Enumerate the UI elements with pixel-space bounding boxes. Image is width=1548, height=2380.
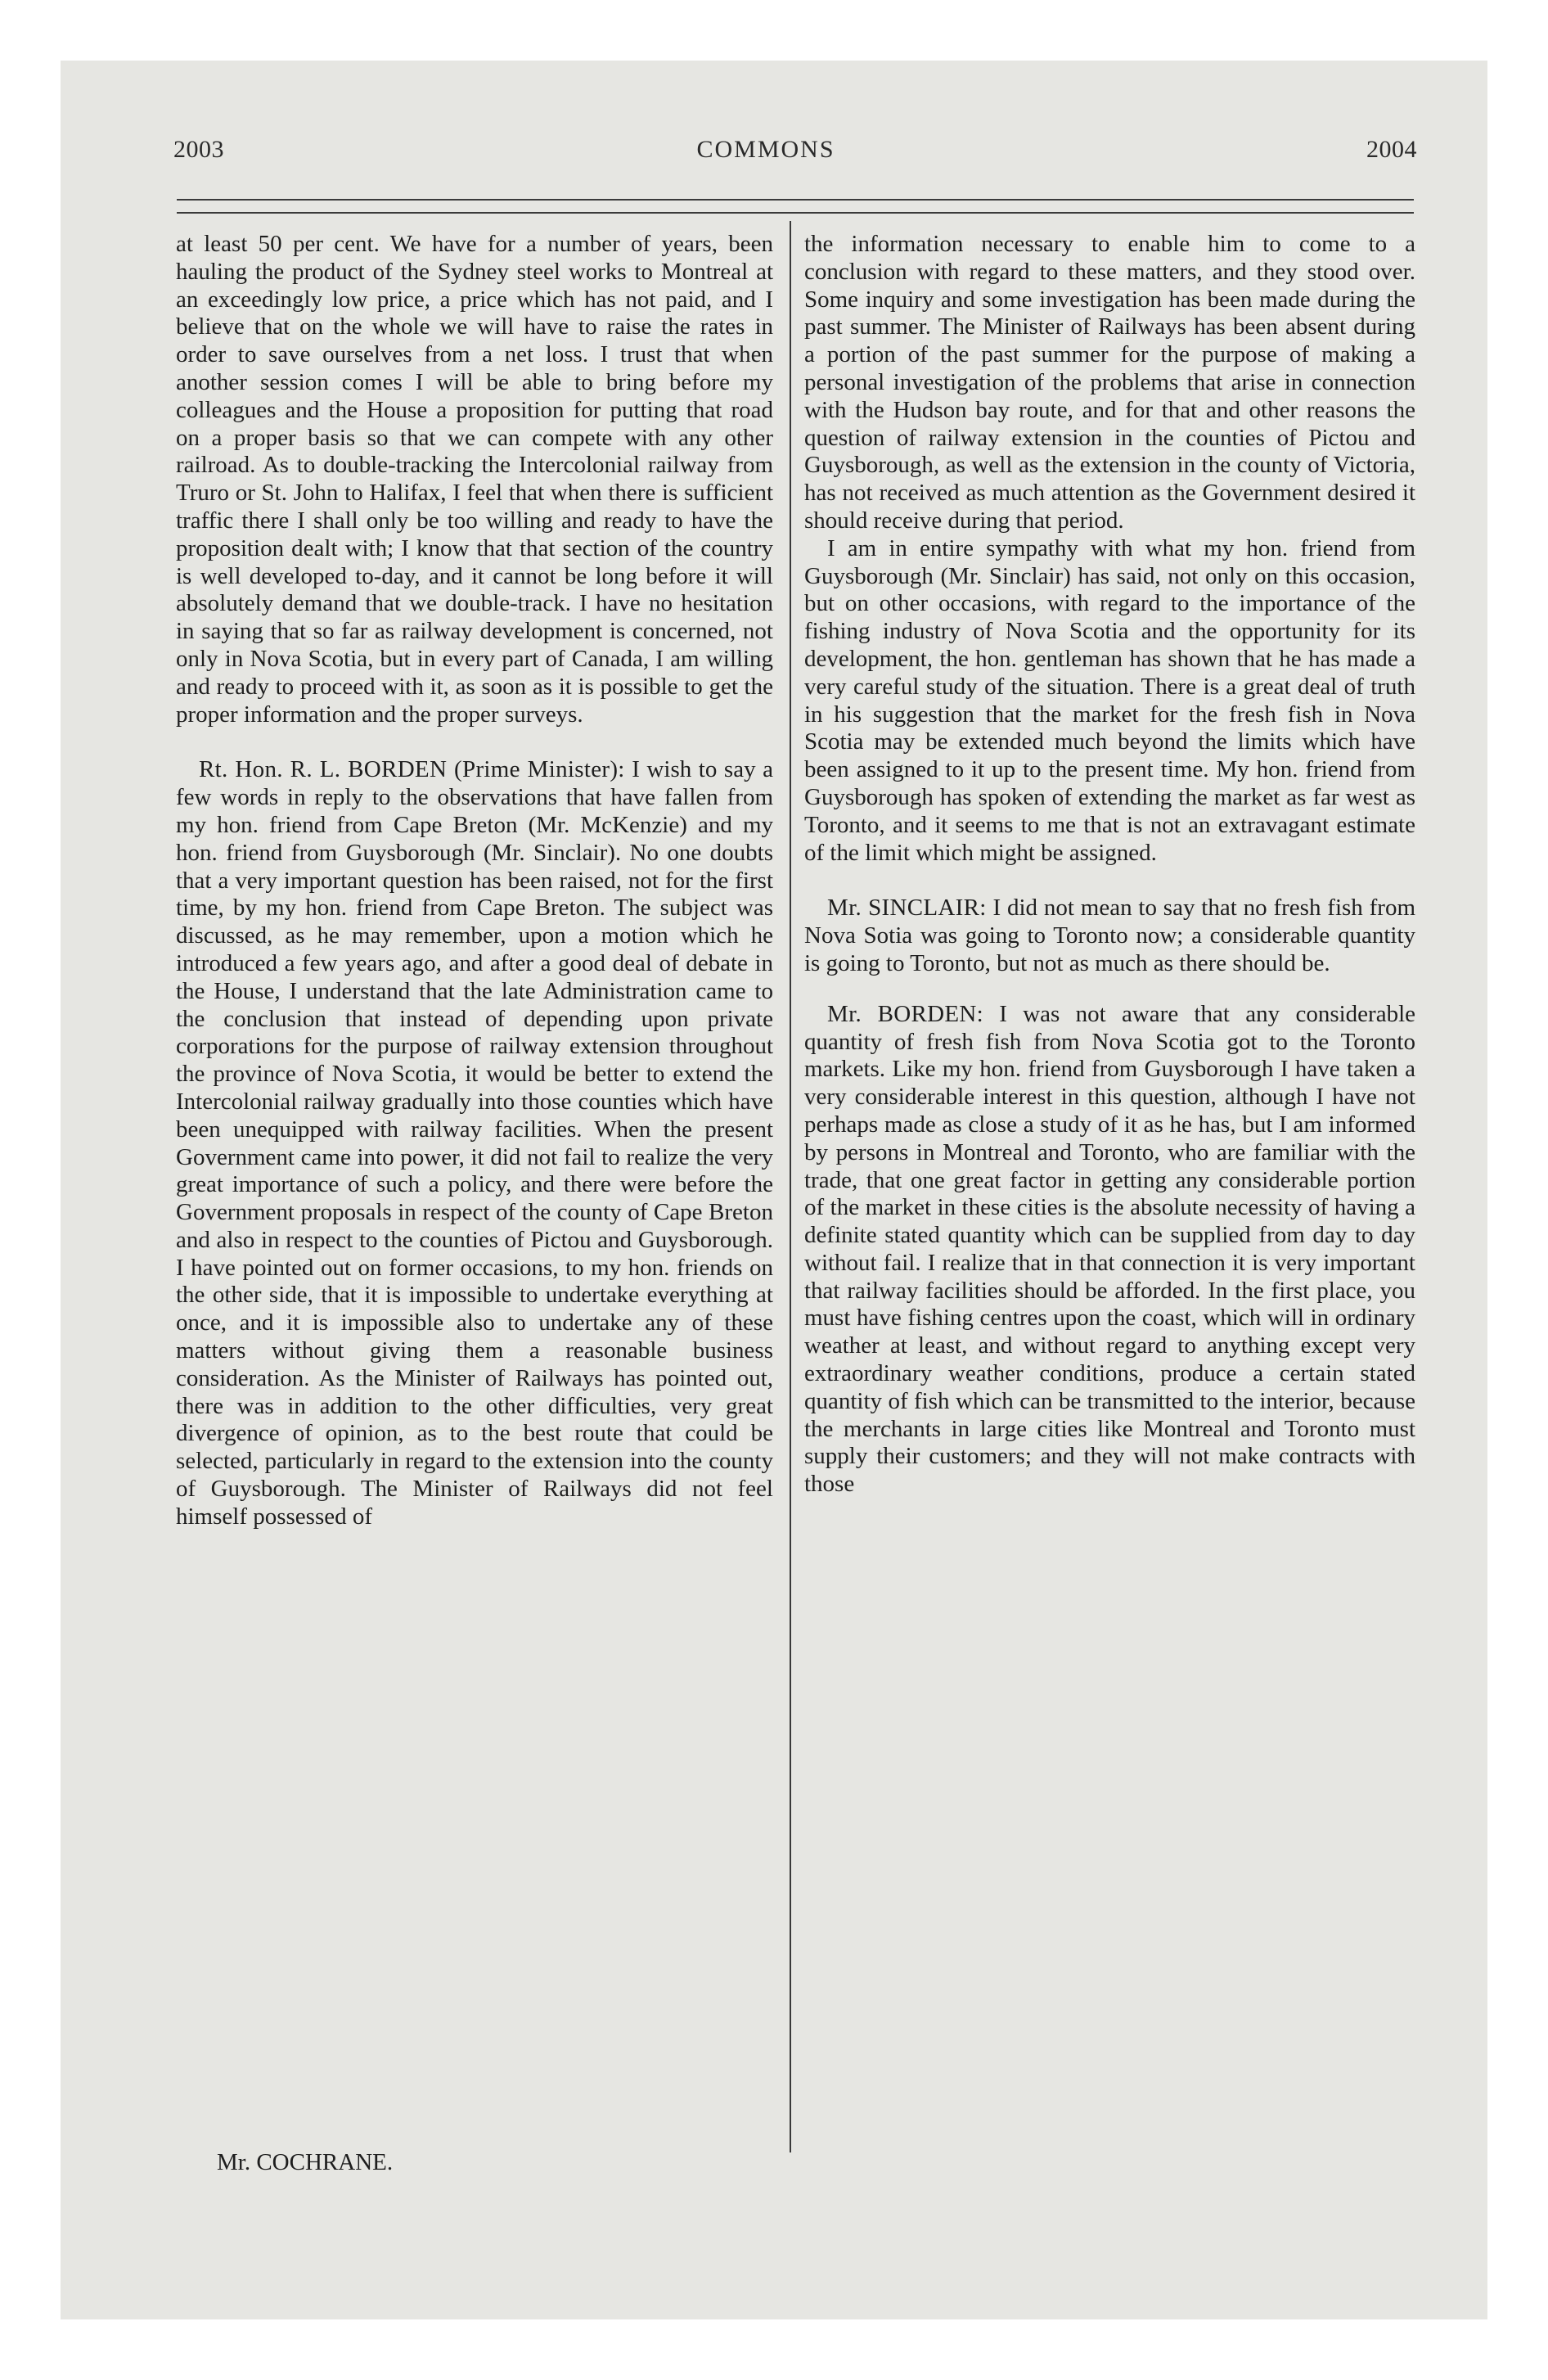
left-paragraph-1: at least 50 per cent. We have for a number of years, been hauling the product of the Sydney steel works to Montreal at an exceedingly low price, a price which has not paid, and I believe that on the whole we will have to raise the rates in order to save ourselves from a net loss. I trust that when another session comes I will be able to bring before my colleagues and the House a proposition for putting that road on a proper basis so that we can compete with any other railroad. As to double-tracking the Intercolonial railway from Truro or St. John to Halifax, I feel that when there is sufficient traffic there I shall only be too willing and ready to have the proposition dealt with; I know that that section of the country is well developed to-day, and it cannot be long before it will absolutely demand that we double-track. I have no hesitation in saying that so far as railway development is concerned, not only in Nova Scotia, but in every part of Canada, I am willing and ready to proceed with it, as soon as it is possible to get the proper information and the proper surveys. [176, 231, 773, 728]
paragraph-gap [176, 728, 773, 756]
header-rule-bottom [177, 212, 1414, 214]
header-rule-top [177, 199, 1414, 201]
speech-text: I wish to say a few words in reply to the observations that have fallen from my hon. friend from Cape Breton (Mr. McKenzie) and my hon. friend from Guysborough (Mr. Sinclair). No one doubts that a very important question has been raised, not for the first time, by my hon. friend from Cape Breton. The subject was discussed, as he may remember, upon a motion which he introduced a few years ago, and after a good deal of debate in the House, I understand that the late Administration came to the conclusion that instead of depending upon private corporations for the purpose of railway extension throughout the province of Nova Scotia, it would be better to extend the Intercolonial railway gradually into those counties which have been unequipped with railway facilities. When the present Government came into power, it did not fail to realize the very great importance of such a policy, and there were before the Government proposals in respect of the county of Cape Breton and also in respect to the counties of Pictou and Guysborough. I have pointed out on former occasions, to my hon. friends on the other side, that it is impossible to undertake everything at once, and it is impossible also to undertake any of these matters without giving them a reasonable business consideration. As the Minister of Railways has pointed out, there was in addition to the other difficulties, very great divergence of opinion, as to the best route that could be selected, particularly in regard to the extension into the county of Guysborough. The Minister of Railways did not feel himself possessed of [176, 756, 774, 1530]
speaker-name: Rt. Hon. R. L. BORDEN (Prime Minister): [199, 756, 625, 783]
page-number-left: 2003 [173, 136, 224, 163]
paragraph-gap [804, 867, 1415, 895]
speaker-name: Mr. BORDEN: [827, 1000, 983, 1027]
left-column [176, 231, 773, 1531]
column-divider [790, 221, 791, 2152]
speaker-name: Mr. SINCLAIR: [827, 895, 987, 922]
page-header-title: COMMONS [696, 136, 835, 163]
page-number-right: 2004 [1366, 136, 1417, 163]
right-paragraph-3 [804, 895, 1415, 977]
running-header [115, 131, 1417, 167]
right-paragraph-1: the information necessary to enable him to come to a conclusion with regard to these matters, and they stood over. Some inquiry and some investigation has been made during the past summer. The Minister of Railways has been absent during a portion of the past summer for the purpose of making a personal investigation of the problems that arise in connection with the Hudson bay route, and for that and other reasons the question of railway extension in the counties of Pictou and Guysborough, as well as the extension in the county of Victoria, has not received as much attention as the Government desired it should receive during that period. [804, 231, 1415, 534]
page-footer-speaker: Mr. COCHRANE. [217, 2149, 394, 2175]
speech-text: I was not aware that any considerable quantity of fresh fish from Nova Scotia got to the Toronto markets. Like my hon. friend from Guysborough I have taken a very considerable interest in this question, although I have not perhaps made as close a study of it as he has, but I am informed by persons in Montreal and Toronto, who are familiar with the trade, that one great factor in getting any considerable portion of the market in these cities is the absolute necessity of having a definite stated quantity which can be supplied from day to day without fail. I realize that in that connection it is very important that railway facilities should be afforded. In the first place, you must have fishing centres upon the coast, which will in ordinary weather at least, and without regard to anything except very extraordinary weather conditions, produce a certain stated quantity of fish which can be transmitted to the interior, because the merchants in large cities like Montreal and Toronto must supply their customers; and they will not make contracts with those [804, 1000, 1415, 1498]
right-column [804, 231, 1415, 1499]
paragraph-gap [804, 978, 1415, 1001]
left-paragraph-2 [176, 756, 773, 1530]
right-paragraph-2: I am in entire sympathy with what my hon. friend from Guysborough (Mr. Sinclair) has said, not only on this occasion, but on other occasions, with regard to the importance of the fishing industry of Nova Scotia and the opportunity for its development, the hon. gentleman has shown that he has made a very careful study of the situation. There is a great deal of truth in his suggestion that the market for the fresh fish in Nova Scotia may be extended much beyond the limits which have been assigned to it up to the present time. My hon. friend from Guysborough has spoken of extending the market as far west as Toronto, and it seems to me that is not an extravagant estimate of the limit which might be assigned. [804, 534, 1415, 866]
right-paragraph-4 [804, 1001, 1415, 1499]
speech-text: I did not mean to say that no fresh fish from Nova Sotia was going to Toronto now; a considerable quantity is going to Toronto, but not as much as there should be. [804, 895, 1415, 976]
